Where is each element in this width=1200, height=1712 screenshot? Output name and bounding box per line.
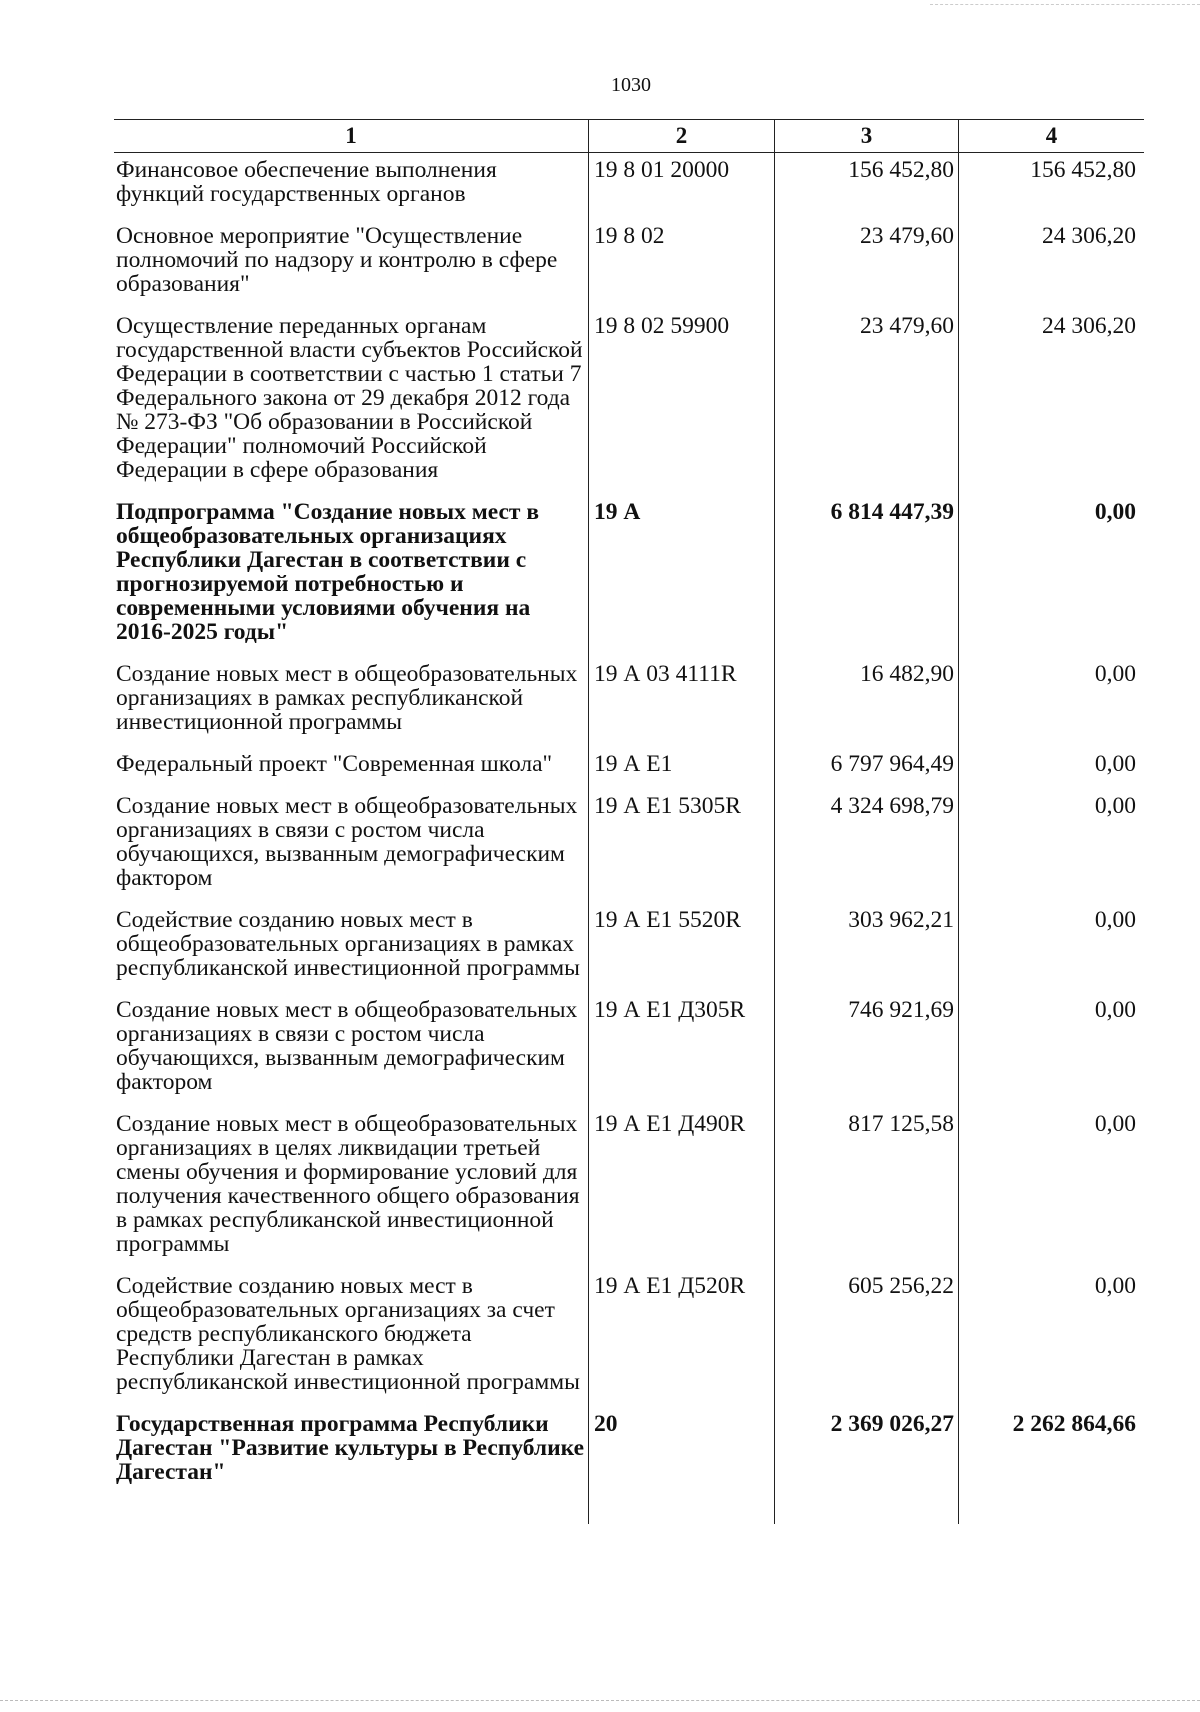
row-value-col4: 0,00 [958, 1269, 1144, 1407]
row-code: 19 А 03 4111R [588, 657, 774, 747]
row-code: 19 А Е1 [588, 747, 774, 789]
row-name: Содействие созданию новых мест в общеобразовательных организациях за счет средств республиканского бюджета Республики Дагестан в рамках республиканской инвестиционной программы [116, 1273, 580, 1395]
page-number: 1030 [611, 74, 651, 96]
table-row [114, 657, 1144, 747]
row-value-col4: 0,00 [958, 495, 1144, 657]
row-code: 19 8 01 20000 [588, 153, 774, 219]
table-row [114, 789, 1144, 903]
row-code: 19 А Е1 Д520R [588, 1269, 774, 1407]
header-col-4: 4 [958, 120, 1144, 152]
top-scan-edge [930, 4, 1200, 5]
table-row [114, 1107, 1144, 1269]
row-value-col3: 156 452,80 [774, 153, 958, 219]
row-value-col3: 4 324 698,79 [774, 789, 958, 903]
row-code: 19 А [588, 495, 774, 657]
row-name: Создание новых мест в общеобразовательных организациях в связи с ростом числа обучающихся, вызванным демографическим фактором [116, 997, 578, 1095]
row-name: Государственная программа Республики Дагестан "Развитие культуры в Республике Дагестан" [116, 1411, 585, 1485]
table-row [114, 903, 1144, 993]
table-header [114, 119, 1144, 153]
table-row [114, 1269, 1144, 1407]
table-row [114, 153, 1144, 219]
row-code: 19 А Е1 5305R [588, 789, 774, 903]
row-value-col4: 0,00 [958, 993, 1144, 1107]
row-value-col3: 746 921,69 [774, 993, 958, 1107]
row-value-col3: 2 369 026,27 [774, 1407, 958, 1524]
row-value-col4: 2 262 864,66 [958, 1407, 1144, 1524]
row-value-col4: 0,00 [958, 903, 1144, 993]
row-name: Создание новых мест в общеобразовательных организациях в связи с ростом числа обучающихся, вызванным демографическим фактором [116, 793, 578, 891]
table-row [114, 495, 1144, 657]
row-code: 19 8 02 59900 [588, 309, 774, 495]
row-name: Содействие созданию новых мест в общеобразовательных организациях в рамках республиканской инвестиционной программы [116, 907, 580, 981]
row-code: 19 8 02 [588, 219, 774, 309]
row-value-col4: 156 452,80 [958, 153, 1144, 219]
header-col-3: 3 [774, 120, 958, 152]
row-code: 20 [588, 1407, 774, 1524]
table-row [114, 993, 1144, 1107]
table-body [114, 153, 1144, 1524]
budget-table [114, 119, 1144, 1524]
row-name: Создание новых мест в общеобразовательных организациях в рамках республиканской инвестиционной программы [116, 661, 578, 735]
row-name: Основное мероприятие "Осуществление полномочий по надзору и контролю в сфере образования" [116, 223, 558, 297]
header-col-1: 1 [345, 123, 357, 148]
header-col-2: 2 [588, 120, 774, 152]
row-value-col4: 0,00 [958, 1107, 1144, 1269]
row-value-col3: 817 125,58 [774, 1107, 958, 1269]
row-value-col4: 24 306,20 [958, 309, 1144, 495]
row-value-col3: 6 814 447,39 [774, 495, 958, 657]
row-value-col4: 24 306,20 [958, 219, 1144, 309]
row-code: 19 А Е1 Д490R [588, 1107, 774, 1269]
row-value-col3: 303 962,21 [774, 903, 958, 993]
bottom-scan-edge [0, 1700, 1200, 1701]
row-name: Подпрограмма "Создание новых мест в общеобразовательных организациях Республики Дагестан в соответствии с прогнозируемой потребностью и современными условиями обучения на 2016-2025 годы" [116, 499, 540, 645]
row-value-col3: 16 482,90 [774, 657, 958, 747]
row-value-col3: 6 797 964,49 [774, 747, 958, 789]
row-value-col3: 23 479,60 [774, 219, 958, 309]
row-code: 19 А Е1 5520R [588, 903, 774, 993]
row-name: Финансовое обеспечение выполнения функций государственных органов [116, 157, 497, 207]
row-value-col3: 23 479,60 [774, 309, 958, 495]
table-row [114, 1407, 1144, 1524]
row-name: Федеральный проект "Современная школа" [116, 751, 553, 777]
row-name: Осуществление переданных органам государственной власти субъектов Российской Федерации в соответствии с частью 1 статьи 7 Федерального закона от 29 декабря 2012 года № 273-ФЗ "Об образовании в Российской Федерации" полномочий Российской Федерации в сфере образования [116, 313, 583, 483]
table-row [114, 747, 1144, 789]
row-value-col4: 0,00 [958, 789, 1144, 903]
table-row [114, 309, 1144, 495]
row-value-col4: 0,00 [958, 747, 1144, 789]
row-value-col3: 605 256,22 [774, 1269, 958, 1407]
row-name: Создание новых мест в общеобразовательных организациях в целях ликвидации третьей смены обучения и формирование условий для получения качественного общего образования в рамках республиканской инвестиционной программы [116, 1111, 580, 1257]
row-code: 19 А Е1 Д305R [588, 993, 774, 1107]
table-row [114, 219, 1144, 309]
row-value-col4: 0,00 [958, 657, 1144, 747]
